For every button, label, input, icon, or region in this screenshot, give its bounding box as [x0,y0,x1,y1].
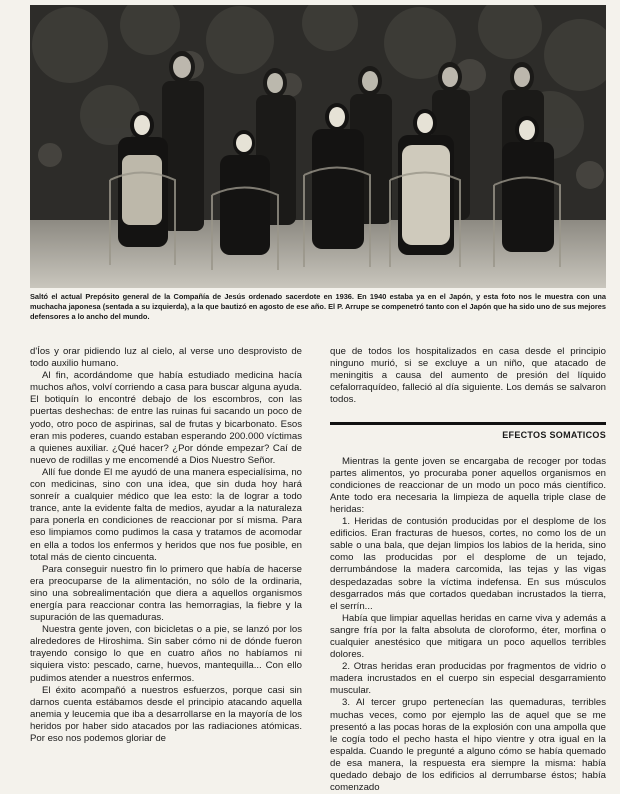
paragraph: 3. Al tercer grupo pertenecían las quemaduras, terribles muchas veces, como por ejemplo las de aquel que se me presentó a las pocas horas de la explosión con una ampolla que le cogía todo el pecho hasta el hipo vientre y otra igual en la espalda. Cuando le pregunté a alguno cómo se había quemado de esa manera, la respuesta era siempre la misma: había quedado debajo de los edificios al derrumbarse éstos; había comenzado [330,697,606,794]
paragraph: Allí fue donde El me ayudó de una manera especialísima, no con medicinas, sino con una idea, que sin duda hoy hará sonreír a cualquier médico que lea esto: la de lograr a todo trance, ante la evidente falta de medios, ayudar a la naturaleza para ponerla en condiciones de reaccionar por sí misma. Para eso limpiamos como pudimos la casa y tratamos de acomodar en ella a todos los enfermos y heridos que nos fue posible, en total más de ciento cincuenta. [30,466,302,563]
section-heading: EFECTOS SOMATICOS [502,430,606,441]
paragraph: El éxito acompañó a nuestros esfuerzos, porque casi sin darnos cuenta estábamos desde el principio atacando aquella anemia y leucemia que iba a desarrollarse en la mayoría de los heridos por haber sido atacados por las radiaciones atómicas. Por eso nos podemos gloriar de [30,684,302,744]
paragraph: Había que limpiar aquellas heridas en carne viva y además a sangre fría por la falta absoluta de cloroformo, éter, morfina o cualquier anestésico que mitigara un poco aquellos terribles dolores. [330,612,606,661]
paragraph: Nuestra gente joven, con bicicletas o a pie, se lanzó por los alrededores de Hiroshima. Sin saber cómo ni de dónde fueron trayendo consigo lo que en cuatro años no habíamos ni siquiera visto: pescado, carne, huevos, mantequilla... Con ello pudimos atender a nuestros enfermos. [30,624,302,684]
section-divider [330,422,606,425]
article-column-right [330,346,606,794]
article-column-left [30,346,302,745]
paragraph: 1. Heridas de contusión producidas por el desplome de los edificios. Eran fracturas de huesos, cortes, no como los de un sable o una bala, que dejan limpios los labios de la herida, sino como las producidas por el desplome de un tejado, derrumbándose la madera carcomida, las tejas y las vigas despedazadas sobre la víctima indefensa. En sus músculos desgarrados más que cortados quedaban incrustados la tierra, el serrín... [330,516,606,612]
paragraph: d'Íos y orar pidiendo luz al cielo, al verse uno desprovisto de todo auxilio humano. [30,346,302,370]
paragraph: que de todos los hospitalizados en casa desde el principio ninguno murió, si se excluye a un niño, que atacado de meningitis a causa del aumento de presión del líquido cefalorraquídeo, falleció al día siguiente. Los demás se salvaron todos. [330,346,606,406]
paragraph: 2. Otras heridas eran producidas por fragmentos de vidrio o madera incrustados en el cuerpo sin especial desgarramiento muscular. [330,661,606,697]
paragraph: Para conseguir nuestro fin lo primero que había de hacerse era preocuparse de la alimentación, no sólo de la ordinaria, sino una sobrealimentación que diera a aquellos organismos energía para reaccionar contra las hemorragias, la fiebre y la supuración de las quemaduras. [30,563,302,624]
paragraph: Mientras la gente joven se encargaba de recoger por todas partes alimentos, yo procuraba poner aquellos organismos en condiciones de reaccionar de un modo un poco más científico. Ante todo era necesaria la limpieza de aquella triple clase de heridas: [330,455,606,515]
photo-caption: Saltó el actual Prepósito general de la Compañía de Jesús ordenado sacerdote en 1936. En 1940 estaba ya en el Japón, y esta foto nos le muestra con una muchacha japonesa (sentada a su izquierda), a la que bautizó en agosto de ese año. El P. Arrupe se compenetró tanto con el Japón que ha sido uno de sus mejores defensores a lo ancho del mundo. [30,292,606,321]
paragraph: Al fin, acordándome que había estudiado medicina hacía muchos años, volví corriendo a casa para buscar alguna ayuda. El botiquín lo encontré debajo de los escombros, con las puertas deshechas: de entre las ruinas fui sacando un poco de yodo, otro poco de aspirinas, sal de frutas y bicarbonato. Esos eran mis poderes, cuando estaban esperando 200.000 víctimas a quienes auxiliar. ¿Qué hacer? ¿Por dónde empezar? Caí de nuevo de rodillas y me encomendé a Dios Nuestro Señor. [30,370,302,466]
group-photo-illustration [30,5,606,288]
group-photo [30,5,606,288]
